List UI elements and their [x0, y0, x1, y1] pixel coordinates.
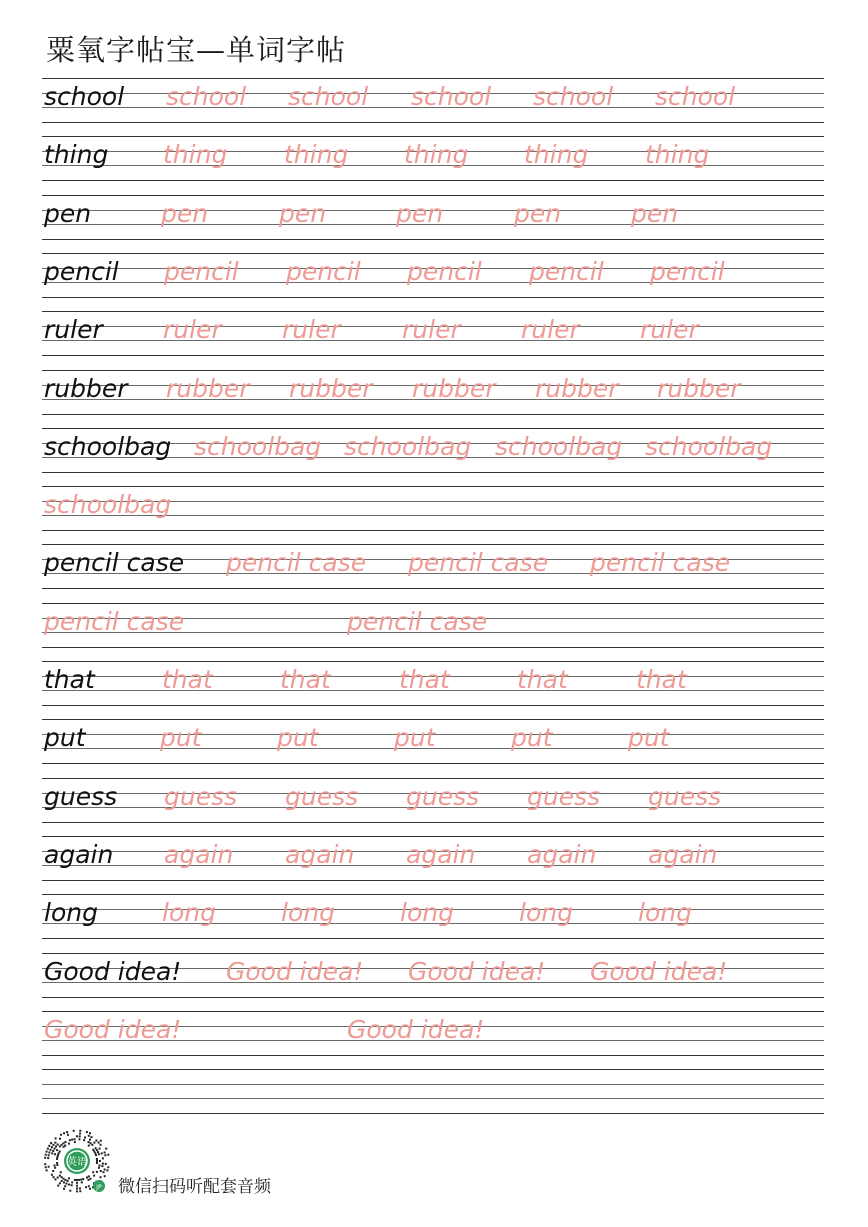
- practice-row: [42, 195, 824, 253]
- ruled-line: [42, 239, 824, 240]
- trace-word: schoolbag: [194, 431, 322, 461]
- ruled-line: [42, 370, 824, 371]
- practice-row: [42, 1011, 824, 1069]
- qr-code-icon[interactable]: [42, 1128, 112, 1198]
- trace-word: pencil case: [226, 548, 367, 578]
- practice-row: [42, 486, 824, 544]
- trace-word: pen: [631, 198, 679, 228]
- model-word: pen: [44, 198, 92, 228]
- model-word: again: [44, 839, 114, 869]
- model-word: pencil case: [44, 548, 185, 578]
- ruled-line: [42, 428, 824, 429]
- practice-row: [42, 253, 824, 311]
- practice-row: [42, 661, 824, 719]
- trace-word: pen: [396, 198, 444, 228]
- trace-word: pen: [161, 198, 209, 228]
- trace-word: that: [517, 665, 568, 694]
- trace-word: pencil case: [44, 606, 185, 636]
- practice-row: [42, 136, 824, 194]
- trace-word: ruler: [521, 315, 580, 345]
- model-word: ruler: [44, 315, 103, 345]
- trace-word: school: [533, 82, 614, 111]
- trace-word: rubber: [657, 373, 741, 403]
- trace-word: pencil: [650, 256, 725, 286]
- model-word: put: [44, 723, 86, 753]
- trace-word: long: [400, 898, 454, 928]
- trace-word: ruler: [163, 315, 222, 345]
- trace-word: pencil case: [590, 548, 731, 578]
- ruled-line: [42, 836, 824, 837]
- ruled-line: [42, 719, 824, 720]
- trace-word: schoolbag: [44, 490, 172, 520]
- trace-word: again: [527, 839, 597, 869]
- trace-word: pencil: [164, 256, 239, 286]
- trace-word: again: [164, 839, 234, 869]
- trace-word: put: [628, 723, 670, 753]
- ruled-line: [42, 647, 824, 648]
- trace-word: that: [399, 665, 450, 694]
- trace-word: rubber: [535, 373, 619, 403]
- trace-word: that: [162, 665, 213, 694]
- bottom-rule: [42, 1113, 824, 1114]
- trace-word: thing: [645, 140, 710, 170]
- trace-word: again: [406, 839, 476, 869]
- trace-word: guess: [164, 781, 238, 811]
- trace-word: again: [285, 839, 355, 869]
- trace-word: pencil: [529, 256, 604, 286]
- model-word: Good idea!: [44, 956, 182, 986]
- trace-word: put: [511, 723, 553, 753]
- trace-word: schoolbag: [645, 431, 773, 461]
- trace-word: thing: [284, 140, 349, 170]
- practice-row: [42, 544, 824, 602]
- ruled-line: [42, 603, 824, 604]
- trace-word: Good idea!: [590, 956, 728, 986]
- practice-row: [42, 311, 824, 369]
- trace-word: school: [288, 82, 369, 111]
- ruled-line: [42, 1011, 824, 1012]
- trace-word: pencil: [286, 256, 361, 286]
- practice-row: [42, 778, 824, 836]
- qr-badge-label: 英语: [67, 1157, 87, 1168]
- trace-word: put: [277, 723, 319, 753]
- footer-caption: 微信扫码听配套音频: [118, 1177, 271, 1197]
- trace-word: Good idea!: [44, 1014, 182, 1044]
- trace-word: guess: [527, 781, 601, 811]
- trace-word: ruler: [402, 315, 461, 345]
- practice-row: [42, 719, 824, 777]
- model-word: long: [44, 898, 98, 928]
- trace-word: long: [281, 898, 335, 928]
- trace-word: schoolbag: [344, 431, 472, 461]
- trace-word: long: [638, 898, 692, 928]
- trace-word: guess: [406, 781, 480, 811]
- trace-word: long: [519, 898, 573, 928]
- ruled-line: [42, 894, 824, 895]
- practice-row: [42, 836, 824, 894]
- trace-word: guess: [285, 781, 359, 811]
- ruled-line: [42, 355, 824, 356]
- trace-word: schoolbag: [495, 431, 623, 461]
- ruled-line: [42, 530, 824, 531]
- trace-word: Good idea!: [408, 956, 546, 986]
- svg-text:JP: JP: [96, 1184, 102, 1191]
- ruled-line: [42, 953, 824, 954]
- ruled-line: [42, 122, 824, 123]
- practice-row: [42, 78, 824, 136]
- model-word: guess: [44, 781, 118, 811]
- ruled-line: [42, 486, 824, 487]
- trace-word: put: [394, 723, 436, 753]
- ruled-line: [42, 880, 824, 881]
- trace-word: long: [162, 898, 216, 928]
- trace-word: guess: [648, 781, 722, 811]
- trace-word: rubber: [289, 373, 373, 403]
- ruled-line: [42, 997, 824, 998]
- model-word: schoolbag: [44, 431, 172, 461]
- trace-word: thing: [524, 140, 589, 170]
- ruled-line: [42, 1084, 824, 1085]
- ruled-line: [42, 763, 824, 764]
- trace-word: put: [160, 723, 202, 753]
- ruled-line: [42, 472, 824, 473]
- trace-word: pencil case: [347, 606, 488, 636]
- trace-word: pencil case: [408, 548, 549, 578]
- practice-row: [42, 370, 824, 428]
- model-word: that: [44, 665, 95, 694]
- ruled-line: [42, 588, 824, 589]
- trace-word: pencil: [407, 256, 482, 286]
- trace-word: that: [636, 665, 687, 694]
- trace-word: school: [655, 82, 736, 111]
- trace-word: ruler: [640, 315, 699, 345]
- trace-word: Good idea!: [347, 1014, 485, 1044]
- trace-word: that: [280, 665, 331, 694]
- practice-row: [42, 428, 824, 486]
- page-title: 粟氧字帖宝—单词字帖: [46, 33, 347, 67]
- practice-row: [42, 1069, 824, 1127]
- ruled-line: [42, 1055, 824, 1056]
- trace-word: thing: [404, 140, 469, 170]
- ruled-line: [42, 661, 824, 662]
- model-word: rubber: [44, 373, 128, 403]
- trace-word: school: [166, 82, 247, 111]
- trace-word: rubber: [412, 373, 496, 403]
- practice-row: [42, 953, 824, 1011]
- ruled-line: [42, 544, 824, 545]
- ruled-line: [42, 253, 824, 254]
- ruled-line: [42, 297, 824, 298]
- trace-word: again: [648, 839, 718, 869]
- ruled-line: [42, 195, 824, 196]
- model-word: thing: [44, 140, 109, 170]
- ruled-line: [42, 822, 824, 823]
- trace-word: pen: [514, 198, 562, 228]
- trace-word: Good idea!: [226, 956, 364, 986]
- practice-row: [42, 894, 824, 952]
- ruled-line: [42, 311, 824, 312]
- ruled-line: [42, 136, 824, 137]
- model-word: pencil: [44, 256, 119, 286]
- ruled-line: [42, 414, 824, 415]
- practice-row: [42, 603, 824, 661]
- ruled-line: [42, 1098, 824, 1099]
- trace-word: school: [411, 82, 492, 111]
- ruled-line: [42, 1069, 824, 1070]
- ruled-line: [42, 78, 824, 79]
- ruled-line: [42, 705, 824, 706]
- trace-word: pen: [279, 198, 327, 228]
- trace-word: rubber: [166, 373, 250, 403]
- model-word: school: [44, 82, 125, 111]
- ruled-line: [42, 778, 824, 779]
- trace-word: thing: [163, 140, 228, 170]
- ruled-line: [42, 180, 824, 181]
- trace-word: ruler: [282, 315, 341, 345]
- ruled-line: [42, 938, 824, 939]
